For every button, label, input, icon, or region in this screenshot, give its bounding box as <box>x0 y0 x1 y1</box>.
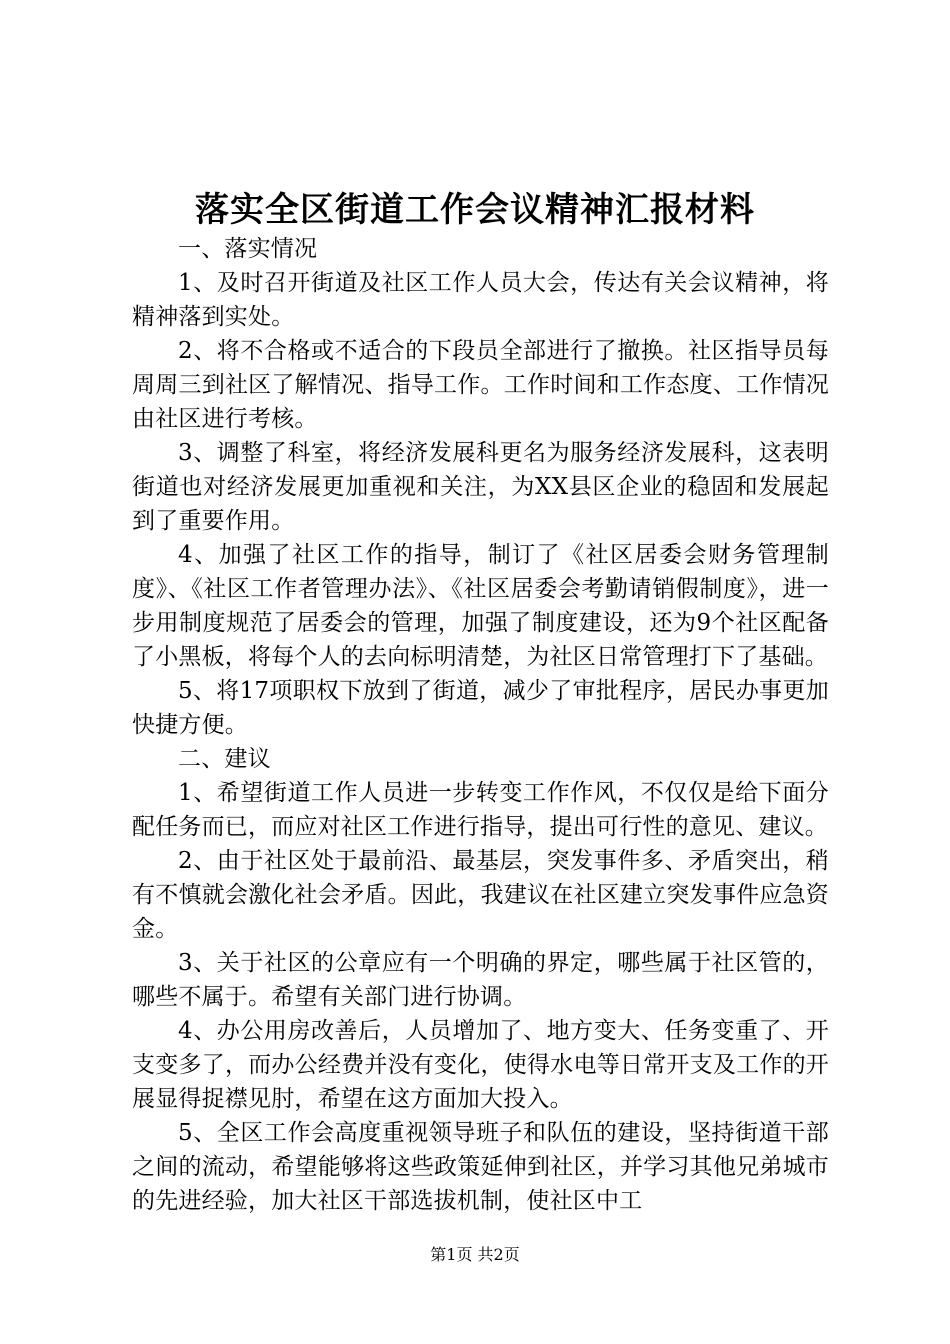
paragraph: 5、全区工作会高度重视领导班子和队伍的建设，坚持街道干部之间的流动，希望能够将这些政策延伸到社区，并学习其他兄弟城市的先进经验，加大社区干部选拔机制，使社区中工 <box>132 1120 829 1214</box>
paragraph: 3、关于社区的公章应有一个明确的界定，哪些属于社区管的，哪些不属于。希望有关部门进行协调。 <box>132 950 829 1010</box>
paragraph: 1、及时召开街道及社区工作人员大会，传达有关会议精神，将精神落到实处。 <box>132 270 829 330</box>
paragraph: 4、办公用房改善后，人员增加了、地方变大、任务变重了、开支变多了，而办公经费并没有变化，使得水电等日常开支及工作的开展显得捉襟见肘，希望在这方面加大投入。 <box>132 1018 829 1112</box>
document-title: 落实全区街道工作会议精神汇报材料 <box>195 190 755 230</box>
document-body <box>132 232 829 1218</box>
paragraph: 4、加强了社区工作的指导，制订了《社区居委会财务管理制度》、《社区工作者管理办法》、《社区居委会考勤请销假制度》，进一步用制度规范了居委会的管理，加强了制度建设，还为9个社区配备了小黑板，将每个人的去向标明清楚，为社区日常管理打下了基础。 <box>132 542 829 670</box>
paragraph: 2、由于社区处于最前沿、最基层，突发事件多、矛盾突出，稍有不慎就会激化社会矛盾。因此，我建议在社区建立突发事件应急资金。 <box>132 848 829 942</box>
section-heading: 二、建议 <box>178 746 271 772</box>
paragraph: 1、希望街道工作人员进一步转变工作作风，不仅仅是给下面分配任务而已，而应对社区工作进行指导，提出可行性的意见、建议。 <box>132 780 829 840</box>
paragraph: 2、将不合格或不适合的下段员全部进行了撤换。社区指导员每周周三到社区了解情况、指导工作。工作时间和工作态度、工作情况由社区进行考核。 <box>132 338 829 432</box>
page-footer: 第1页 共2页 <box>430 1245 520 1264</box>
paragraph: 3、调整了科室，将经济发展科更名为服务经济发展科，这表明街道也对经济发展更加重视和关注，为XX县区企业的稳固和发展起到了重要作用。 <box>132 440 829 534</box>
paragraph: 5、将17项职权下放到了街道，减少了审批程序，居民办事更加快捷方便。 <box>132 678 829 738</box>
section-heading: 一、落实情况 <box>178 236 318 262</box>
